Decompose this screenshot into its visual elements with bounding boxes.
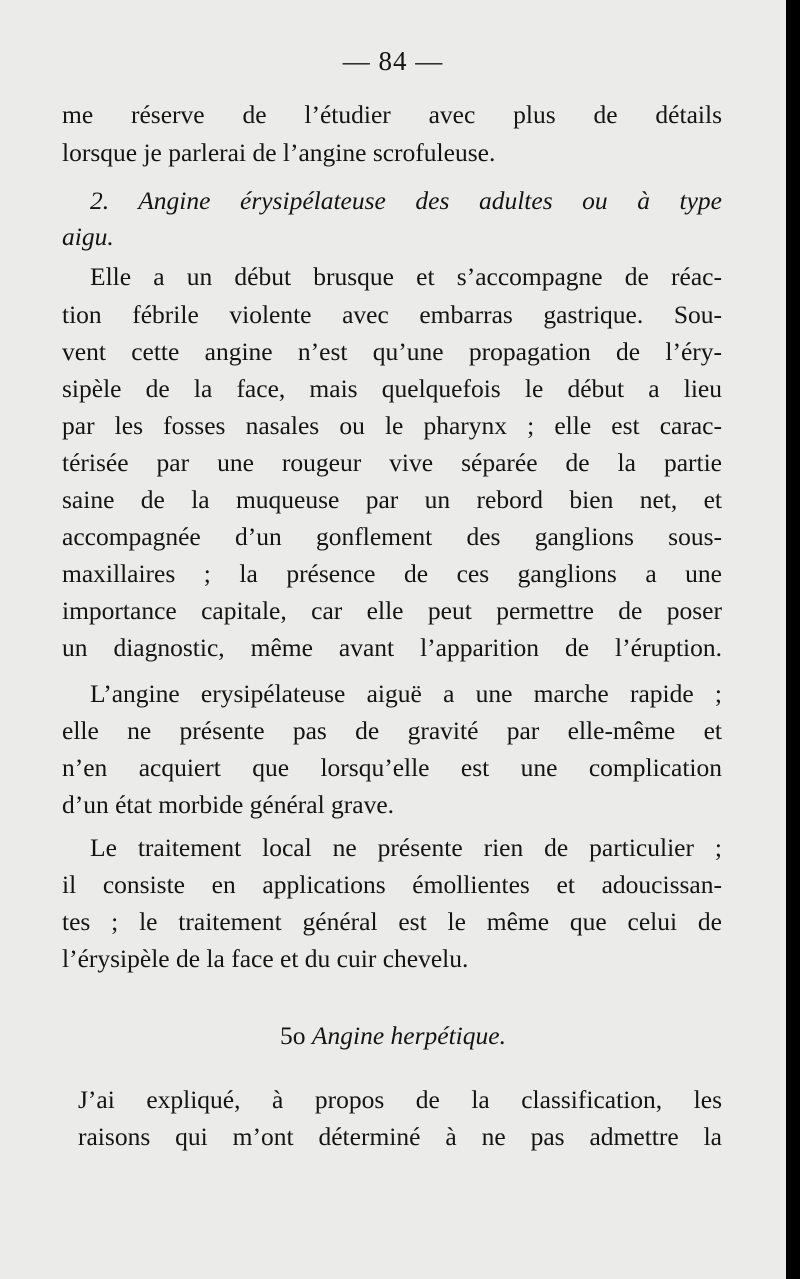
text-line: d’un état morbide général grave. <box>62 790 395 819</box>
section-heading-text: 5o Angine herpétique. <box>280 1021 506 1050</box>
text-line: L’angine erysipélateuse aiguë a une marche rapide ; <box>90 679 722 708</box>
text-line: térisée par une rougeur vive séparée de la partie <box>62 448 722 477</box>
text-line: Elle a un début brusque et s’accompagne de réac- <box>90 262 722 291</box>
section-title: aigu. <box>62 222 114 251</box>
text-line: par les fosses nasales ou le pharynx ; elle est carac- <box>62 411 722 440</box>
text-line: Le traitement local ne présente rien de particulier ; <box>90 833 722 862</box>
text-line: lorsque je parlerai de l’angine scrofuleuse. <box>62 138 496 167</box>
section-title: 2. Angine érysipélateuse des adultes ou à type <box>90 186 722 215</box>
text-line: me réserve de l’étudier avec plus de détails <box>62 100 722 129</box>
text-line: accompagnée d’un gonflement des ganglions sous- <box>62 522 722 551</box>
text-line: maxillaires ; la présence de ces ganglions a une <box>62 559 722 588</box>
text-line: elle ne présente pas de gravité par elle-même et <box>62 716 722 745</box>
text-line: il consiste en applications émollientes et adoucissan- <box>62 870 722 899</box>
text-line: vent cette angine n’est qu’une propagation de l’éry- <box>62 337 722 366</box>
text-line: l’érysipèle de la face et du cuir chevelu. <box>62 944 469 973</box>
text-line: saine de la muqueuse par un rebord bien net, et <box>62 485 722 514</box>
text-line: J’ai expliqué, à propos de la classification, les <box>78 1085 722 1114</box>
section-heading <box>0 1021 786 1051</box>
page-number: — 84 — <box>342 46 444 76</box>
text-line: raisons qui m’ont déterminé à ne pas admettre la <box>78 1122 722 1151</box>
text-line: un diagnostic, même avant l’apparition de l’éruption. <box>62 633 722 662</box>
text-line: tes ; le traitement général est le même que celui de <box>62 907 722 936</box>
text-line: importance capitale, car elle peut permettre de poser <box>62 596 722 625</box>
text-line: n’en acquiert que lorsqu’elle est une complication <box>62 753 722 782</box>
text-line: sipèle de la face, mais quelquefois le début a lieu <box>62 374 722 403</box>
text-line: tion fébrile violente avec embarras gastrique. Sou- <box>62 300 722 329</box>
